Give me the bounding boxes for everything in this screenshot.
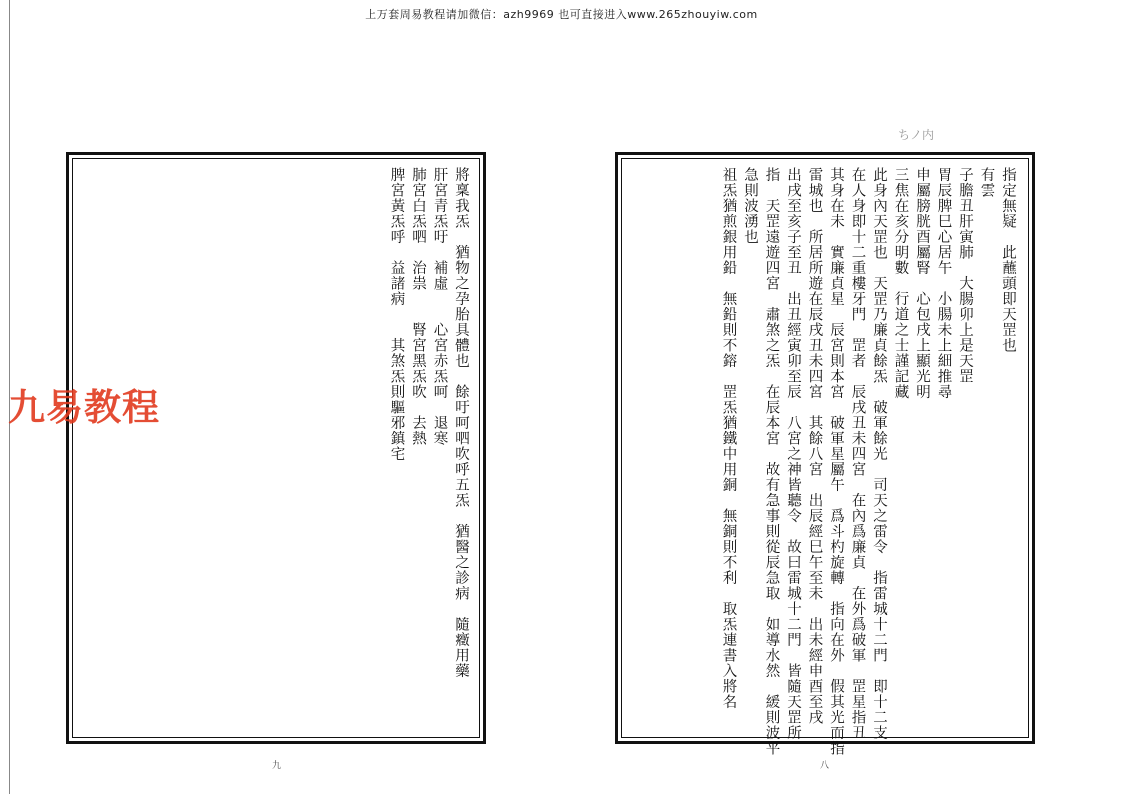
watermark-logo: 九易教程 xyxy=(8,386,160,429)
left-page-number: 九 xyxy=(272,761,282,771)
left-page-text xyxy=(385,167,471,727)
text-column: 脾宮黃炁呼 益諸病 其煞炁則驅邪鎮宅 xyxy=(388,167,405,462)
text-column: 子膽丑肝寅肺 大腸卯上是天罡 xyxy=(957,167,973,384)
text-column: 指定無疑 此蘸頭即天罡也 xyxy=(1000,167,1016,353)
text-column: 祖炁猶煎銀用鉛 無鉛則不鎔 罡炁猶鐵中用銅 無銅則不利 取炁連書入將名 xyxy=(720,167,737,710)
text-column: 此身內天罡也 天罡乃廉貞餘炁 破軍餘光 司天之雷令 指雷城十二門 即十二支 xyxy=(871,167,887,741)
text-column: 三焦在亥分明數 行道之士謹記藏 xyxy=(892,167,909,400)
right-page xyxy=(615,152,1035,756)
text-column: 肝宮青炁吁 補虛 心宮赤炁呵 退寒 xyxy=(431,167,448,446)
text-column: 指 天罡遠遊四宮 肅煞之炁 在辰本宮 故有急事則從辰急取 如導水然 緩則波平 xyxy=(763,167,780,756)
text-column: 在人身即十二重樓牙門 罡者 辰戌丑未四宮 在內爲廉貞 在外爲破軍 罡星指丑 xyxy=(849,167,866,741)
text-column: 急則波湧也 xyxy=(742,167,758,245)
right-page-number: 八 xyxy=(820,761,830,771)
text-column: 雷城也 所居所遊在辰戌丑未四宮 其餘八宮 出辰經巳午至未 出未經申酉至戌 xyxy=(806,167,823,725)
right-page-text xyxy=(717,167,1018,756)
text-column: 其身在未 實廉貞星 辰宮則本宮 破軍星屬午 爲斗杓旋轉 指向在外 假其光而指 xyxy=(828,167,844,756)
left-page xyxy=(66,152,486,744)
text-column: 將稟我炁 猶物之孕胎具體也 餘吁呵呬吹呼五炁 猶醫之診病 隨癥用藥 xyxy=(453,167,469,679)
text-column: 肺宮白炁呬 治祟 腎宮黑炁吹 去熱 xyxy=(410,167,426,446)
header-banner: 上万套周易教程请加微信：azh9969 也可直接进入www.265zhouyiw.com xyxy=(365,8,758,21)
text-column: 有雲 xyxy=(978,167,995,198)
text-column: 胃辰脾巳心居午 小腸未上細推尋 xyxy=(935,167,952,400)
text-column: 申屬膀胱酉屬腎 心包戌上顯光明 xyxy=(914,167,930,400)
margin-scribble: ちノ内 xyxy=(898,128,935,142)
text-column: 出戌至亥子至丑 出丑經寅卯至辰 八宮之神皆聽令 故曰雷城十二門 皆隨天罡所 xyxy=(785,167,801,741)
